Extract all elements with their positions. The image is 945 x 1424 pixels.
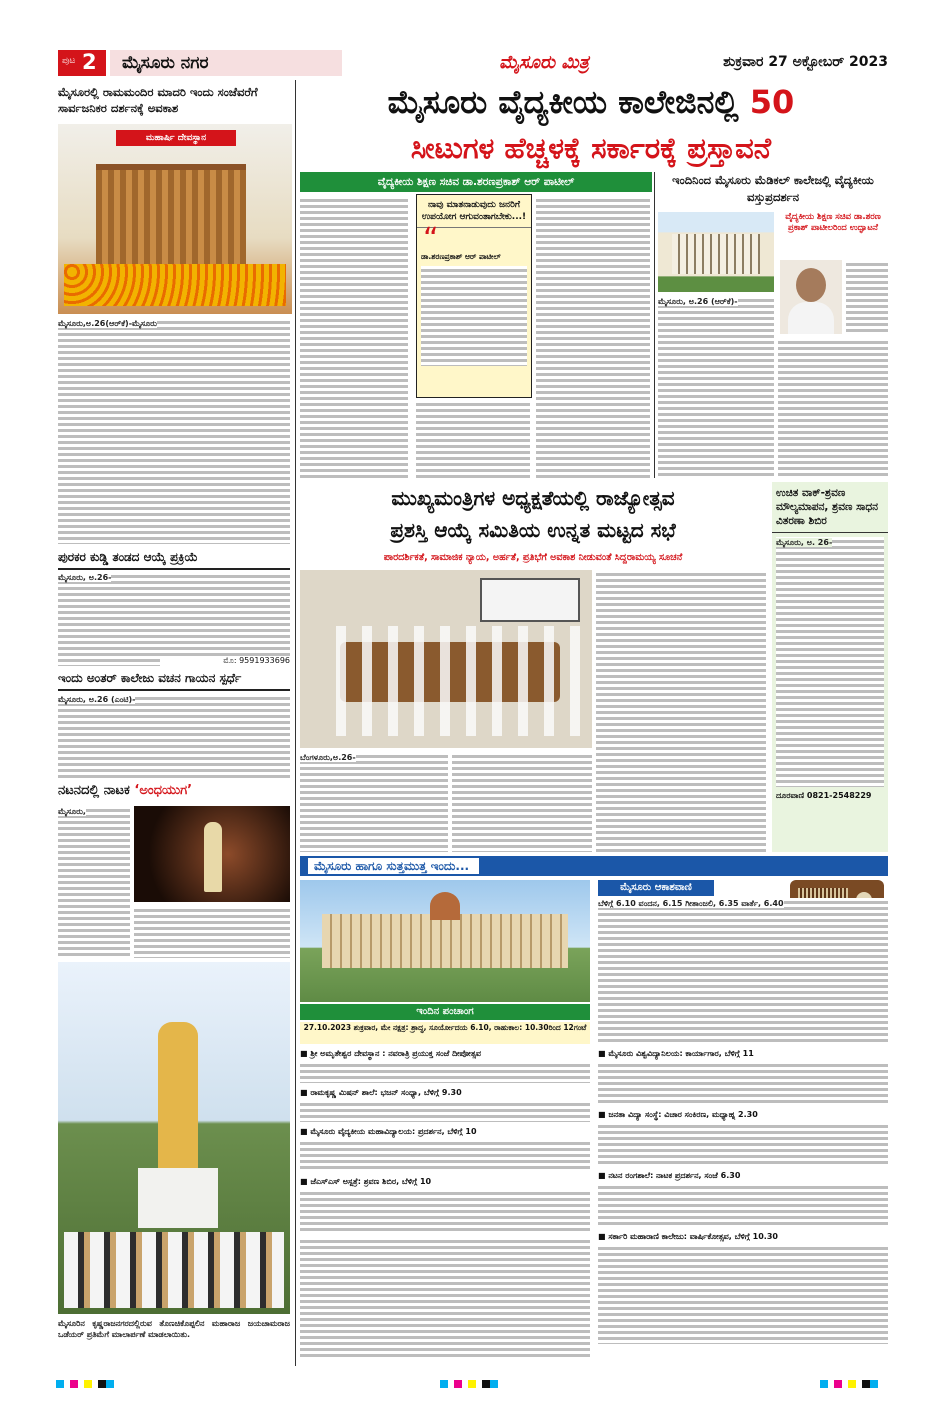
event-item-body [598,1122,888,1166]
expo-body-col1 [658,296,774,478]
akashvani-title: ಮೈಸೂರು ಆಕಾಶವಾಣಿ [598,880,714,896]
event-item: ■ ಜನತಾ ವಿದ್ಯಾ ಸಂಸ್ಥೆ: ವಿಚಾರ ಸಂಕಿರಣ, ಮಧ್ಯಾಹ್ನ 2.30 [598,1110,758,1119]
lead-body-col1 [300,196,408,478]
meeting-screen [480,578,580,622]
cm-body-col3 [596,570,766,852]
lead-headline-number: 50 [749,83,795,121]
college-building [672,234,760,274]
palace-photo [300,880,590,1002]
palace-dome [430,892,460,920]
paper-name: ಮೈಸೂರು ಮಿತ್ರ [499,52,589,73]
palace-building [322,914,568,968]
event-item: ■ ಜೆಎಸ್‌ಎಸ್ ಅಸ್ಪತ್ರೆ: ಶ್ರವಣ ಶಿಬಿರ, ಬೆಳಿಗ್ಗೆ 10 [300,1177,432,1186]
actor-figure [204,822,222,892]
statue-pedestal [138,1168,218,1228]
minister-shirt [788,302,834,334]
banner-label: ಮಹಾರ್ಷಿ ದೇವಸ್ಥಾನ [116,130,236,146]
quote-mark-icon: “ [423,222,439,257]
lead-body-col3 [536,196,650,478]
hearing-camp-body [776,537,884,787]
panchanga-title: ಇಂದಿನ ಪಂಚಾಂಗ [300,1004,590,1020]
page-number: 2 [82,50,97,74]
events-col-right [598,1048,888,1364]
events-col-left [300,1048,590,1364]
vachana-dateline: ಮೈಸೂರು, ಅ.26 (ಎಂಟಿ)- [58,695,136,704]
ram-mandir-dateline: ಮೈಸೂರು,ಅ.26(ಆರ್‌ಕೆ)-ಮೈಸೂರು [58,319,157,328]
section-name: ಮೈಸೂರು ನಗರ [110,50,342,76]
event-item-text: ಶ್ರೀ ಅಮೃತೇಶ್ವರ ದೇವಸ್ಥಾನ : ನವರಾತ್ರಿ ಪ್ರಯುಕ್ತ ಸಂಜೆ ದೀಪೋತ್ಸವ [310,1049,482,1058]
cm-headline-line2: ಪ್ರಶಸ್ತಿ ಆಯ್ಕೆ ಸಮಿತಿಯ ಉನ್ನತ ಮಟ್ಟದ ಸಭೆ [390,518,676,542]
purakarmika-body [58,572,290,666]
event-item-text: ರಾಮಕೃಷ್ಣ ಮಿಷನ್ ಶಾಲೆ: ಭಜನ್ ಸಂಧ್ಯಾ, ಬೆಳಿಗ್ಗೆ 9.30 [310,1088,462,1097]
events-list [300,1048,888,1364]
event-item-body [300,1189,590,1233]
panchanga-text: 27.10.2023 ಶುಕ್ರವಾರ, ಮೇ ನಕ್ಷತ್ರ: ಶ್ರಾದ್ಧ, ಸೂರ್ಯೋದಯ 6.10, ರಾಹುಕಾಲ: 10.30ರಿಂದ 12ಗಂಟೆ [300,1022,590,1044]
hearing-camp-headline: ಉಚಿತ ವಾಕ್-ಶ್ರವಣ ಮೌಲ್ಯಮಾಪನ, ಶ್ರವಣ ಸಾಧನ ವಿತರಣಾ ಶಿಬಿರ [772,482,888,533]
column-rule-midright [654,172,655,478]
pullquote-text [421,266,527,366]
statue-caption: ಮೈಸೂರಿನ ಕೃಷ್ಣರಾಜನಗರದಲ್ಲಿರುವ ತೊಣಚಿಕೊಪ್ಪಲಿನ ಮಹಾರಾಜ ಜಯಚಾಮರಾಜ ಒಡೆಯರ್ ಪ್ರತಿಮೆಗೆ ಮಾಲಾರ್ಪಣೆ ಮಾಡಲಾಯಿತು. [58,1319,290,1339]
expo-photo-minister [780,260,842,334]
event-item-body [300,1139,590,1172]
natak-headline-pre: ನಟನದಲ್ಲಿ ನಾಟಕ [58,783,130,798]
event-item: ■ ಮೈಸೂರು ವೈದ್ಯಕೀಯ ಮಹಾವಿದ್ಯಾಲಯ: ಪ್ರದರ್ಶನ, ಬೆಳಿಗ್ಗೆ 10 [300,1127,477,1136]
expo-photo-college [658,212,774,292]
purakarmika-dateline: ಮೈಸೂರು, ಅ.26- [58,573,112,582]
ram-mandir-photo [58,124,292,314]
event-item-text: ಜನತಾ ವಿದ್ಯಾ ಸಂಸ್ಥೆ: ವಿಚಾರ ಸಂಕಿರಣ, ಮಧ್ಯಾಹ್ನ 2.30 [608,1110,758,1119]
vachana-body [58,694,290,780]
purakarmika-phone: ಮೊ: 9591933696 [160,656,290,666]
cm-subhead: ಪಾರದರ್ಶಿಕತೆ, ಸಾಮಾಜಿಕ ನ್ಯಾಯ, ಅರ್ಹತೆ, ಪ್ರತಿಭೆಗೆ ಅವಕಾಶ ನೀಡುವಂತೆ ಸಿದ್ದರಾಮಯ್ಯ ಸೂಚನೆ [383,552,683,563]
temple-model [96,164,246,270]
event-item: ■ ರಾಮಕೃಷ್ಣ ಮಿಷನ್ ಶಾಲೆ: ಭಜನ್ ಸಂಧ್ಯಾ, ಬೆಳಿಗ್ಗೆ 9.30 [300,1088,462,1097]
lead-headline [294,80,888,170]
event-item-body [598,1061,888,1105]
vachana-headline: ಇಂದು ಅಂತರ್ ಕಾಲೇಜು ವಚನ ಗಾಯನ ಸ್ಪರ್ಧೆ [58,671,290,691]
event-item-body [598,1183,888,1227]
lead-headline-line2: ಸೀಟುಗಳ ಹೆಚ್ಚಳಕ್ಕೆ ಸರ್ಕಾರಕ್ಕೆ ಪ್ರಸ್ತಾವನೆ [410,131,772,165]
event-item-body [300,1100,590,1122]
event-item-body [300,1061,590,1083]
expo-dateline: ಮೈಸೂರು, ಅ.26 (ಆರ್‌ಕೆ)- [658,297,738,306]
natak-dateline: ಮೈಸೂರು, [58,807,86,816]
natak-body-continued [134,906,290,958]
cm-headline [300,482,766,550]
registration-marks-left [56,1380,116,1388]
issue-date: ಶುಕ್ರವಾರ 27 ಅಕ್ಟೋಬರ್ 2023 [723,54,888,70]
expo-caption: ವೈದ್ಯಕೀಯ ಶಿಕ್ಷಣ ಸಚಿವ ಡಾ.ಶರಣ ಪ್ರಕಾಶ್ ಪಾಟೀಲರಿಂದ ಉದ್ಘಾಟನೆ [785,212,881,233]
natak-headline [58,780,290,802]
masthead [44,48,888,78]
event-item-body [598,1244,888,1344]
ram-mandir-headline: ಮೈಸೂರಲ್ಲಿ ರಾಮಮಂದಿರ ಮಾದರಿ ಇಂದು ಸಂಜೆವರೆಗೆ ಸಾರ್ವಜನಿಕರ ದರ್ಶನಕ್ಕೆ ಅವಕಾಶ [58,85,258,115]
event-item-text: ಜೆಎಸ್‌ಎಸ್ ಅಸ್ಪತ್ರೆ: ಶ್ರವಣ ಶಿಬಿರ, ಬೆಳಿಗ್ಗೆ 10 [310,1177,432,1186]
event-item-text: ಮೈಸೂರು ವಿಶ್ವವಿದ್ಯಾನಿಲಯ: ಕಾರ್ಯಾಗಾರ, ಬೆಳಿಗ್ಗೆ 11 [608,1049,754,1058]
today-band [300,856,888,876]
event-item-body [300,1237,590,1357]
crowd [64,1232,284,1308]
statue-photo [58,962,290,1314]
cm-dateline: ಬೆಂಗಳೂರು,ಅ.26- [300,753,356,762]
hearing-camp-phone: ದೂರವಾಣಿ 0821-2548229 [776,791,872,800]
today-band-title: ಮೈಸೂರು ಹಾಗೂ ಸುತ್ತಮುತ್ತ ಇಂದು... [308,858,479,874]
hearing-camp-box [772,482,888,852]
cm-body-col2 [452,752,592,852]
event-item: ■ ನಟನ ರಂಗಶಾಲೆ: ನಾಟಕ ಪ್ರದರ್ಶನ, ಸಂಜೆ 6.30 [598,1171,741,1180]
natak-body [58,806,130,956]
cm-body-col1 [300,752,448,852]
ram-mandir-body [58,318,290,544]
registration-marks-center [440,1380,500,1388]
page-number-badge [58,50,106,76]
statue-figure [158,1022,198,1172]
expo-headline: ಇಂದಿನಿಂದ ಮೈಸೂರು ಮೆಡಿಕಲ್ ಕಾಲೇಜಲ್ಲಿ ವೈದ್ಯಕೀಯ ವಸ್ತುಪ್ರದರ್ಶನ [672,173,874,204]
column-rule-left [295,80,296,1366]
cm-headline-line1: ಮುಖ್ಯಮಂತ್ರಿಗಳ ಅಧ್ಯಕ್ಷತೆಯಲ್ಲಿ ರಾಜ್ಯೋತ್ಸವ [391,486,675,510]
natak-headline-quote: ‘ಅಂಧಯುಗ’ [134,783,193,798]
purakarmika-headline: ಪುರಕರ ಕುಡ್ಡಿ ತಂಡದ ಆಯ್ಕೆ ಪ್ರಕ್ರಿಯೆ [58,550,290,570]
cm-meeting-photo [300,570,592,748]
lead-body-col2 [416,400,530,478]
lead-subhead: ವೈದ್ಯಕೀಯ ಶಿಕ್ಷಣ ಸಚಿವ ಡಾ.ಶರಣಪ್ರಕಾಶ್ ಆರ್ ಪಾಟೀಲ್ [300,172,652,192]
expo-body-right [846,260,888,334]
akashvani-first: ಬೆಳಿಗ್ಗೆ 6.10 ವಂದನ, 6.15 ಗೀತಾಂಜಲಿ, 6.35 ವಾರ್ತೆ, 6.40 [598,899,784,908]
attendees [320,626,580,736]
lead-headline-line1: ಮೈಸೂರು ವೈದ್ಯಕೀಯ ಕಾಲೇಜಿನಲ್ಲಿ [387,83,739,121]
expo-body-col2 [778,338,888,478]
event-item: ■ ಮೈಸೂರು ವಿಶ್ವವಿದ್ಯಾನಿಲಯ: ಕಾರ್ಯಾಗಾರ, ಬೆಳಿಗ್ಗೆ 11 [598,1049,754,1058]
event-item: ■ ಶ್ರೀ ಅಮೃತೇಶ್ವರ ದೇವಸ್ಥಾನ : ನವರಾತ್ರಿ ಪ್ರಯುಕ್ತ ಸಂಜೆ ದೀಪೋತ್ಸವ [300,1049,482,1058]
event-item-text: ಮೈಸೂರು ವೈದ್ಯಕೀಯ ಮಹಾವಿದ್ಯಾಲಯ: ಪ್ರದರ್ಶನ, ಬೆಳಿಗ್ಗೆ 10 [310,1127,477,1136]
akashvani-body [598,898,888,1044]
flower-border [64,264,286,306]
pullquote-attr: ಡಾ.ಶರಣಪ್ರಕಾಶ್ ಆರ್ ಪಾಟೀಲ್ [421,252,501,261]
page-label: ಪುಟ [62,56,76,66]
hearing-camp-dateline: ಮೈಸೂರು, ಅ. 26- [776,538,833,547]
event-item-text: ನಟನ ರಂಗಶಾಲೆ: ನಾಟಕ ಪ್ರದರ್ಶನ, ಸಂಜೆ 6.30 [608,1171,741,1180]
lead-pullquote [416,194,532,398]
natak-photo [134,806,290,902]
event-item: ■ ಸರ್ಕಾರಿ ಮಹಾರಾಣಿ ಕಾಲೇಜು: ವಾರ್ಷಿಕೋತ್ಸವ, ಬೆಳಿಗ್ಗೆ 10.30 [598,1232,778,1241]
pullquote-head: ನಾವು ಮಾತನಾಡುವುದು ಜನರಿಗೆ ಉಪಯೋಗ ಆಗುವಂತಾಗಬೇಕು...! [417,195,531,228]
lead-headline-line1-wrap [294,80,888,124]
minister-portrait [796,268,826,302]
event-item-text: ಸರ್ಕಾರಿ ಮಹಾರಾಣಿ ಕಾಲೇಜು: ವಾರ್ಷಿಕೋತ್ಸವ, ಬೆಳಿಗ್ಗೆ 10.30 [608,1232,778,1241]
registration-marks-right [820,1380,880,1388]
